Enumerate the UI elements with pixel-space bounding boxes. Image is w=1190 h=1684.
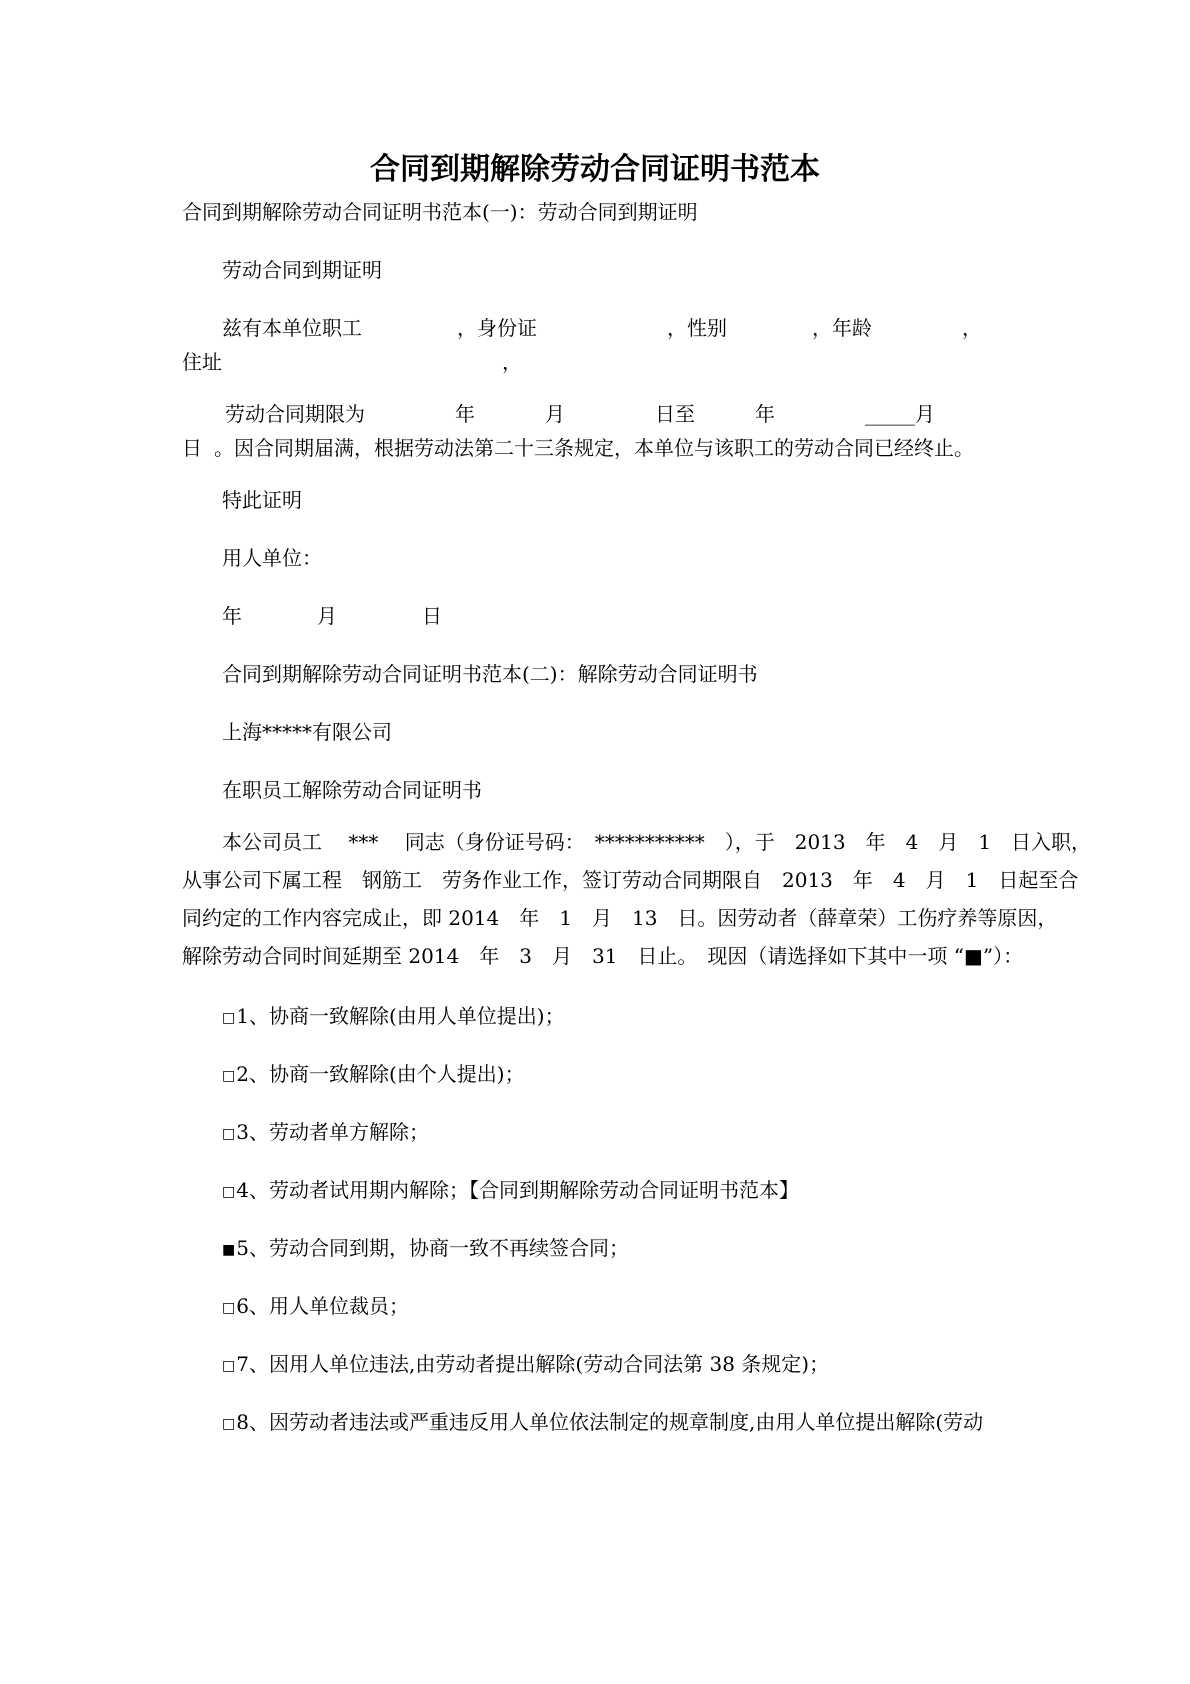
checkbox-empty-icon: □: [222, 1126, 236, 1142]
term-day-to: 日至: [655, 402, 695, 426]
address-line: [182, 343, 1012, 381]
id-label: ，身份证: [457, 316, 537, 340]
option-2: [222, 1055, 1012, 1095]
checkbox-empty-icon: □: [222, 1184, 236, 1200]
term-line: [225, 395, 1015, 433]
employee-info-line: [222, 309, 1012, 347]
section2-subtitle: 在职员工解除劳动合同证明书: [222, 778, 482, 802]
option-7: [222, 1345, 1012, 1385]
gender-label: ，性别: [667, 316, 727, 340]
date-year: 年: [222, 604, 242, 628]
option-8: [222, 1403, 1012, 1443]
date-month: 月: [317, 604, 337, 628]
term-blank-month: _____月: [865, 402, 935, 426]
option-4-text: 4、劳动者试用期内解除；【合同到期解除劳动合同证明书范本】: [236, 1178, 799, 1202]
body-line-3: 同约定的工作内容完成止，即 2014 年 1 月 13 日。因劳动者（薛章荣）工伤疗养等原因，: [182, 906, 1058, 930]
option-5-text: 5、劳动合同到期，协商一致不再续签合同；: [236, 1236, 629, 1260]
term-day2: 日: [182, 436, 202, 460]
body-line-4: 解除劳动合同时间延期至 2014 年 3 月 31 日止。 现因（请选择如下其中一项 “■”）：: [182, 944, 1024, 968]
body-line-2: 从事公司下属工程 钢筋工 劳务作业工作，签订劳动合同期限自 2013 年 4 月 1 日起至合: [182, 868, 1079, 892]
checkbox-filled-icon: ■: [222, 1242, 236, 1258]
term-rest: 。因合同期届满，根据劳动法第二十三条规定，本单位与该职工的劳动合同已经终止。: [214, 436, 974, 460]
checkbox-empty-icon: □: [222, 1300, 236, 1316]
employee-prefix: 兹有本单位职工: [222, 316, 362, 340]
checkbox-empty-icon: □: [222, 1010, 236, 1026]
option-4: [222, 1171, 1012, 1211]
address-label: 住址: [182, 350, 222, 374]
option-5: [222, 1229, 1012, 1269]
term-year1: 年: [455, 402, 475, 426]
checkbox-empty-icon: □: [222, 1358, 236, 1374]
option-8-text: 8、因劳动者违法或严重违反用人单位依法制定的规章制度,由用人单位提出解除(劳动: [236, 1410, 984, 1434]
option-1: [222, 997, 1012, 1037]
term-prefix: 劳动合同期限为: [225, 402, 365, 426]
date-line: [222, 597, 1012, 635]
term-month1: 月: [545, 402, 565, 426]
section1-heading: 合同到期解除劳动合同证明书范本(一)：劳动合同到期证明: [182, 200, 698, 224]
body-line-1: 本公司员工 *** 同志（身份证号码： *********** ），于 2013 年 4 月 1 日入职，: [222, 830, 1092, 854]
address-comma: ，: [502, 350, 522, 374]
section2-body: [182, 823, 1092, 975]
company-name: 上海*****有限公司: [222, 720, 392, 744]
term-line-cont: [182, 429, 1012, 467]
employer-label: 用人单位：: [222, 546, 322, 570]
age-label: ，年龄: [812, 316, 872, 340]
term-year2: 年: [755, 402, 775, 426]
option-3: [222, 1113, 1012, 1153]
date-day: 日: [422, 604, 442, 628]
option-2-text: 2、协商一致解除(由个人提出)；: [236, 1062, 525, 1086]
certify-text: 特此证明: [222, 488, 302, 512]
section2-heading: 合同到期解除劳动合同证明书范本(二)：解除劳动合同证明书: [222, 662, 758, 686]
option-7-text: 7、因用人单位违法,由劳动者提出解除(劳动合同法第 38 条规定)；: [236, 1352, 830, 1376]
option-6: [222, 1287, 1012, 1327]
option-3-text: 3、劳动者单方解除；: [236, 1120, 429, 1144]
document-title: 合同到期解除劳动合同证明书范本: [370, 152, 820, 187]
checkbox-empty-icon: □: [222, 1416, 236, 1432]
age-comma: ，: [962, 316, 982, 340]
section1-subtitle: 劳动合同到期证明: [222, 258, 382, 282]
option-1-text: 1、协商一致解除(由用人单位提出)；: [236, 1004, 565, 1028]
checkbox-empty-icon: □: [222, 1068, 236, 1084]
option-6-text: 6、用人单位裁员；: [236, 1294, 409, 1318]
